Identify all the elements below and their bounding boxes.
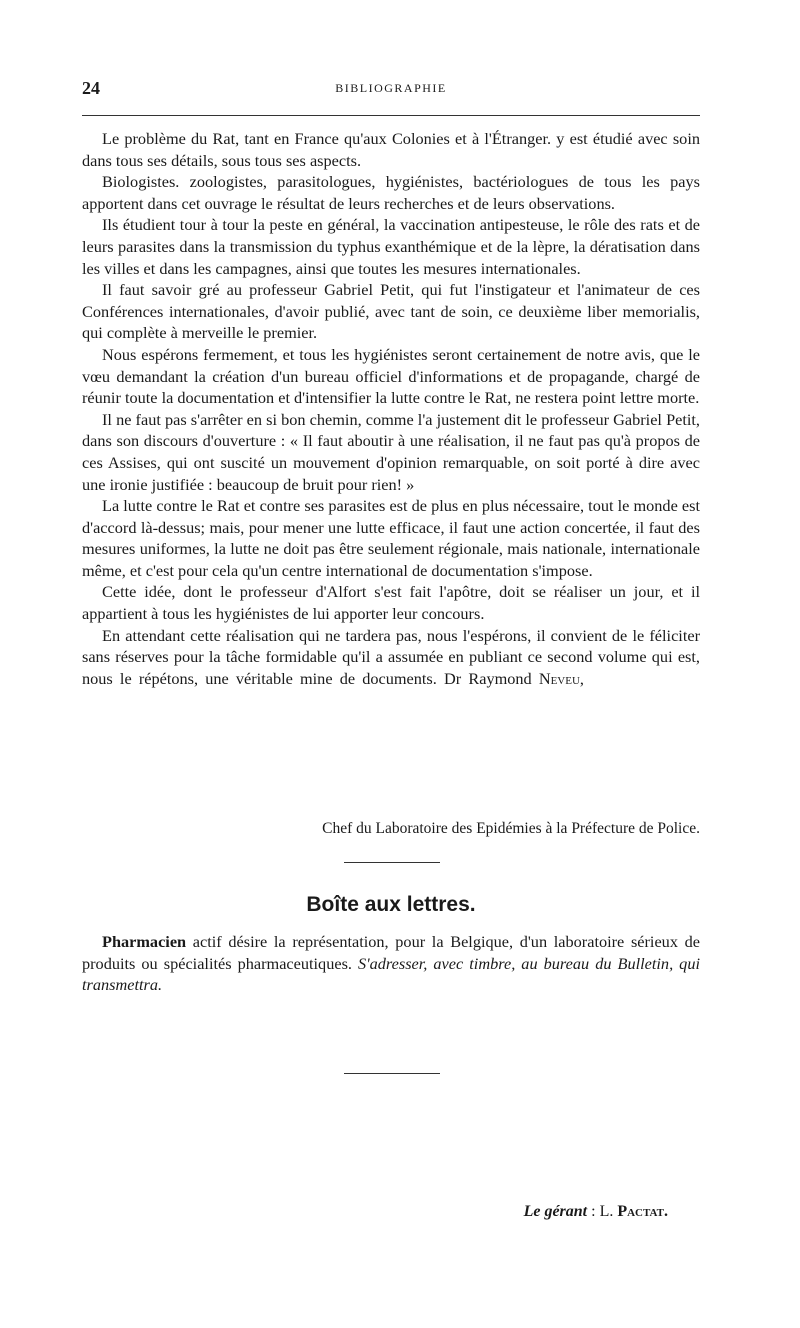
paragraph: Ils étudient tour à tour la peste en général, la vaccination antipesteuse, le rôle des rats et de leurs parasites dans la transmission du typhus exanthémique et de la lèpre, la dératisation dans les villes et dans les campagnes, ainsi que toutes les mesures internationales.	[82, 215, 700, 278]
page-header	[82, 78, 700, 100]
running-title: BIBLIOGRAPHIE	[335, 81, 447, 95]
paragraph: La lutte contre le Rat et contre ses parasites est de plus en plus nécessaire, tout le monde est d'accord là-dessus; mais, pour mener une lutte efficace, il faut une action concertée, il faut des mesures uniformes, la lutte ne doit pas être seulement régionale, mais nationale, internationale même, et c'est pour cela qu'un centre international de documentation s'impose.	[82, 496, 700, 580]
manager-signoff	[524, 1203, 668, 1221]
paragraph: Il faut savoir gré au professeur Gabriel Petit, qui fut l'instigateur et l'animateur de ces Conférences internationales, d'avoir publié, avec tant de soin, ce deuxième liber memorialis, qui complète à merveille le premier.	[82, 280, 700, 343]
review-article	[82, 128, 700, 689]
classified-ad	[82, 931, 700, 996]
header-rule	[82, 115, 700, 116]
ad-body: actif désire la représentation, pour la Belgique, d'un laboratoire sérieux de produits ou spécialités pharmaceutiques.	[82, 932, 700, 973]
paragraph: Il ne faut pas s'arrêter en si bon chemin, comme l'a justement dit le professeur Gabriel Petit, dans son discours d'ouverture : « Il faut aboutir à une réalisation, il ne faut pas qu'à propos de ces Assises, qui ont suscité un mouvement d'opinion remarquable, on soit porté à dire avec une ironie justifiée : beaucoup de bruit pour rien! »	[82, 409, 700, 494]
ad-instruction: S'adresser, avec timbre, au bureau du Bulletin, qui transmettra.	[82, 953, 700, 995]
author-prefix: Dr Raymond	[444, 668, 539, 688]
author-signature: Dr Raymond Neveu,	[444, 668, 584, 688]
section-divider	[344, 862, 440, 863]
manager-label: Le gérant	[523, 1203, 588, 1220]
paragraph: Cette idée, dont le professeur d'Alfort s'est fait l'apôtre, doit se réaliser un jour, et il appartient à tous les hygiénistes de lui apporter leur concours.	[82, 582, 700, 624]
paragraph: En attendant cette réalisation qui ne tardera pas, nous l'espérons, il convient de le féliciter sans réserves pour la tâche formidable qu'il a assumée en publiant ce second volume qui est, nous le répétons, une véritable mine de documents.	[82, 625, 700, 688]
manager-name: Pactat.	[617, 1203, 668, 1220]
section-divider	[344, 1073, 440, 1074]
ad-lead: Pharmacien	[102, 932, 187, 951]
paragraph: Biologistes. zoologistes, parasitologues, hygiénistes, bactériologues de tous les pays apportent dans cet ouvrage le résultat de leurs recherches et de leurs observations.	[82, 172, 700, 213]
page-number: 24	[82, 78, 100, 98]
author-title: Chef du Laboratoire des Epidémies à la Préfecture de Police.	[322, 820, 700, 837]
author-surname: Neveu	[538, 668, 580, 688]
paragraph: Le problème du Rat, tant en France qu'aux Colonies et à l'Étranger. y est étudié avec soin dans tous ses détails, sous tous ses aspects.	[82, 129, 700, 170]
paragraph-with-signature	[82, 625, 700, 690]
paragraph: Nous espérons fermement, et tous les hygiénistes seront certainement de notre avis, que le vœu demandant la création d'un bureau officiel d'informations et de propagande, chargé de réunir toute la documentation et d'intensifier la lutte contre le Rat, ne restera point lettre morte.	[82, 344, 700, 408]
ad-text	[82, 931, 700, 996]
mailbox-heading: Boîte aux lettres.	[306, 893, 476, 916]
manager-separator: : L.	[587, 1203, 618, 1220]
